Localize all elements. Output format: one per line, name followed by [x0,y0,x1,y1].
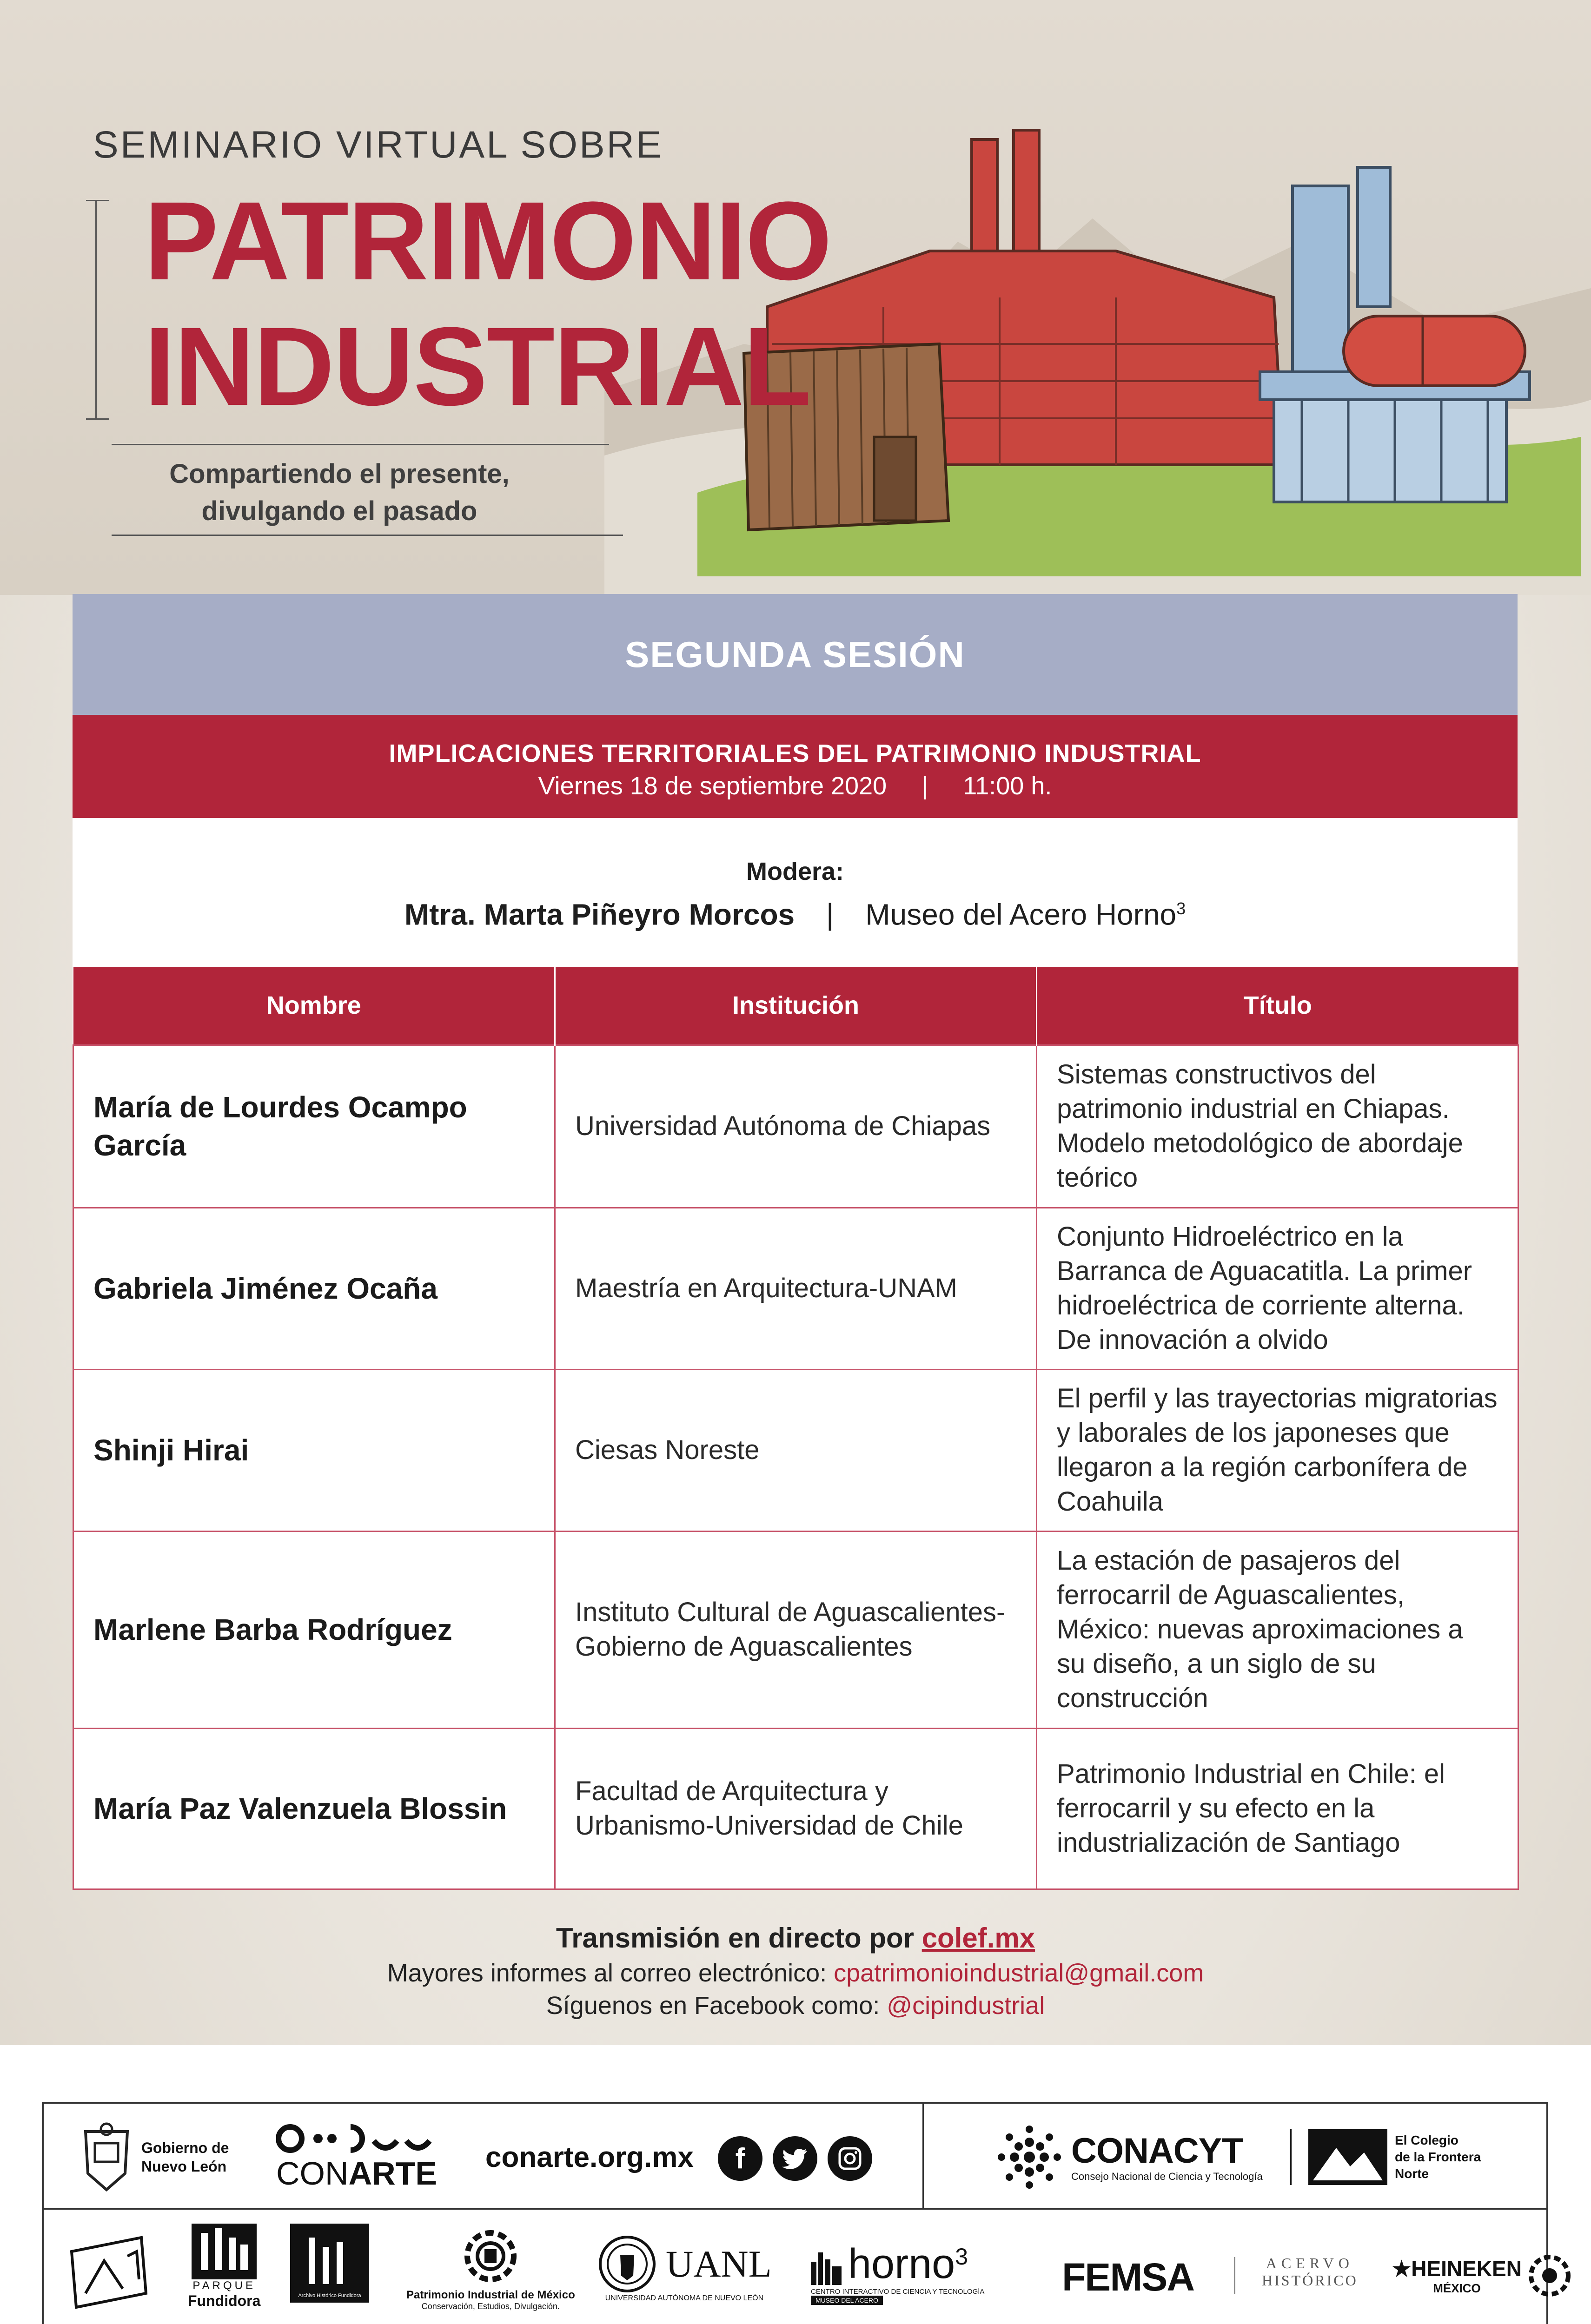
stream-link[interactable]: colef.mx [921,1922,1035,1954]
talk-title: La estación de pasajeros del ferrocarril de Aguascalientes, México: nuevas aproximaciones a su diseño, a un siglo de su construcción [1037,1531,1518,1728]
conacyt-name: CONACYT [1071,2131,1243,2171]
logo-acervo-historico[interactable] [1262,2255,1358,2289]
table-row [73,1208,1518,1369]
speaker-name: Marlene Barba Rodríguez [73,1531,555,1728]
pim-line-2: Conservación, Estudios, Divulgación. [421,2302,560,2311]
table-header-row [73,967,1518,1045]
uanl-name: UANL [666,2243,772,2285]
twitter-icon[interactable] [773,2136,817,2181]
session-date: Viernes 18 de septiembre 2020 [538,772,887,800]
instagram-icon[interactable] [828,2136,872,2181]
title-line-2: INDUSTRIAL [144,304,811,429]
horno-skyline-icon [811,2248,843,2285]
header-rule-mid [112,444,609,445]
contact-info [0,1920,1591,2022]
session-theme: IMPLICACIONES TERRITORIALES DEL PATRIMONIO INDUSTRIAL [389,739,1201,767]
speaker-name: María de Lourdes Ocampo García [73,1045,555,1208]
table-row [73,1045,1518,1208]
logo-parque-fundidora[interactable] [188,2224,260,2310]
conarte-arte: ARTE [348,2155,438,2192]
speaker-institution: Facultad de Arquitectura y Urbanismo-Universidad de Chile [555,1728,1037,1889]
speaker-name: María Paz Valenzuela Blossin [73,1728,555,1889]
tagline [130,456,549,530]
header-rule-bottom-a [86,418,109,420]
horno-subtitle-1: CENTRO INTERACTIVO DE CIENCIA Y TECNOLOGÍA [811,2288,985,2296]
session-time: 11:00 h. [963,772,1052,800]
conarte-url[interactable]: conarte.org.mx [485,2141,694,2173]
speaker-institution: Universidad Autónoma de Chiapas [555,1045,1037,1208]
column-header-name: Nombre [73,967,555,1045]
femsa-divider [1234,2257,1235,2294]
table-row [73,1369,1518,1531]
colef-line-3: Norte [1395,2166,1429,2181]
moderator-separator: | [826,898,834,931]
conacyt-mark-icon [997,2125,1062,2190]
email-line [0,1957,1591,1989]
logo-archivo-fundidora[interactable] [290,2224,369,2303]
seminar-subtitle: SEMINARIO VIRTUAL SOBRE [93,124,663,166]
moderator-institution: Museo del Acero Horno [865,898,1177,931]
session-separator: | [921,772,928,800]
uanl-subtitle: UNIVERSIDAD AUTÓNOMA DE NUEVO LEÓN [605,2294,764,2302]
acervo-line-1: ACERVO [1266,2255,1354,2271]
parque-line-2: Fundidora [188,2292,261,2309]
pim-line-1: Patrimonio Industrial de México [406,2289,575,2301]
logo-conarte[interactable] [276,2122,437,2192]
star-icon: ★ [1392,2256,1412,2281]
header-rule-vertical [95,200,97,418]
facebook-icon[interactable]: f [718,2136,762,2181]
horno-subtitle-2: MUSEO DEL ACERO [811,2296,883,2305]
header-banner [0,0,1591,595]
logo-heineken[interactable] [1392,2252,1573,2299]
logo-patrimonio-industrial-mexico[interactable] [406,2224,575,2311]
email-link[interactable]: cpatrimonioindustrial@gmail.com [834,1959,1204,1987]
moderator-label: Modera: [746,858,844,885]
speakers-table [73,967,1519,1890]
facebook-line [0,1989,1591,2022]
talk-title: El perfil y las trayectorias migratorias y laborales de los japoneses que llegaron a la región carbonífera de Coahuila [1037,1369,1518,1531]
facebook-handle[interactable]: @cipindustrial [887,1992,1045,2020]
fundidora-mark-icon [192,2224,257,2279]
social-icons [718,2136,872,2181]
logo-uanl[interactable] [597,2234,772,2303]
moderator-block [73,818,1518,967]
heineken-subtitle: MÉXICO [1433,2281,1481,2295]
colef-mark-icon [1308,2129,1387,2185]
colef-line-1: El Colegio [1395,2133,1458,2147]
acervo-line-2: HISTÓRICO [1262,2272,1358,2289]
crest-icon [81,2122,132,2192]
speaker-institution: Instituto Cultural de Aguascalientes-Gobierno de Aguascalientes [555,1531,1037,1728]
column-header-institution: Institución [555,967,1037,1045]
speaker-institution: Ciesas Noreste [555,1369,1037,1531]
conacyt-colef-divider [1290,2129,1292,2185]
parque-line-1: PARQUE [192,2279,256,2292]
header-rule-low [112,535,623,536]
session-theme-band [73,715,1518,818]
heineken-emblem-icon [1526,2252,1573,2299]
speaker-name: Gabriela Jiménez Ocaña [73,1208,555,1369]
sponsors-frame [42,2102,1548,2324]
conarte-mark-icon [276,2122,434,2155]
logo-colef[interactable] [1308,2129,1481,2185]
header-rule-top [86,200,109,201]
gobierno-line-2: Nuevo León [141,2158,227,2175]
moderator-name: Mtra. Marta Piñeyro Morcos [404,898,795,931]
talk-title: Sistemas constructivos del patrimonio industrial en Chiapas. Modelo metodológico de abordaje teórico [1037,1045,1518,1208]
speaker-institution: Maestría en Arquitectura-UNAM [555,1208,1037,1369]
conarte-con: CON [276,2155,349,2192]
logo-seil[interactable] [62,2224,155,2317]
session-header: SEGUNDA SESIÓN [73,594,1518,715]
scroll-emblem-icon [62,2224,155,2317]
horno-name: horno [848,2241,955,2287]
stream-line [0,1920,1591,1957]
email-label: Mayores informes al correo electrónico: [387,1959,827,1987]
archivo-mark-icon [290,2224,369,2303]
colef-line-2: de la Frontera [1395,2150,1481,2164]
gear-icon [456,2224,525,2289]
stream-label: Transmisión en directo por [556,1922,915,1954]
facebook-label: Síguenos en Facebook como: [546,1992,880,2020]
sponsors-row-1 [44,2104,1546,2210]
logo-horno3[interactable] [811,2243,984,2305]
horno-superscript: 3 [955,2244,968,2270]
session-datetime [73,770,1518,802]
conacyt-subtitle: Consejo Nacional de Ciencia y Tecnología [1071,2171,1263,2182]
talk-title: Patrimonio Industrial en Chile: el ferrocarril y su efecto en la industrialización de Santiago [1037,1728,1518,1889]
speaker-name: Shinji Hirai [73,1369,555,1531]
table-row [73,1728,1518,1889]
logo-conacyt[interactable] [997,2125,1263,2190]
logo-femsa[interactable]: FEMSA [1062,2255,1194,2299]
moderator-superscript: 3 [1176,899,1186,918]
moderator-line [73,888,1518,935]
heineken-name: HEINEKEN [1411,2256,1522,2281]
tagline-line-2: divulgando el pasado [201,496,477,526]
tagline-line-1: Compartiendo el presente, [169,459,510,489]
column-header-title: Título [1037,967,1518,1045]
archivo-label: Archivo Histórico Fundidora [298,2293,361,2298]
talk-title: Conjunto Hidroeléctrico en la Barranca de Aguacatitla. La primer hidroeléctrica de corriente alterna. De innovación a olvido [1037,1208,1518,1369]
gobierno-line-1: Gobierno de [141,2139,229,2156]
title-line-1: PATRIMONIO [144,178,831,303]
logo-gobierno-nuevo-leon[interactable] [81,2122,229,2192]
uanl-crest-icon [597,2234,657,2294]
sponsors-divider [922,2104,924,2210]
program-box [73,594,1518,1890]
table-row [73,1531,1518,1728]
